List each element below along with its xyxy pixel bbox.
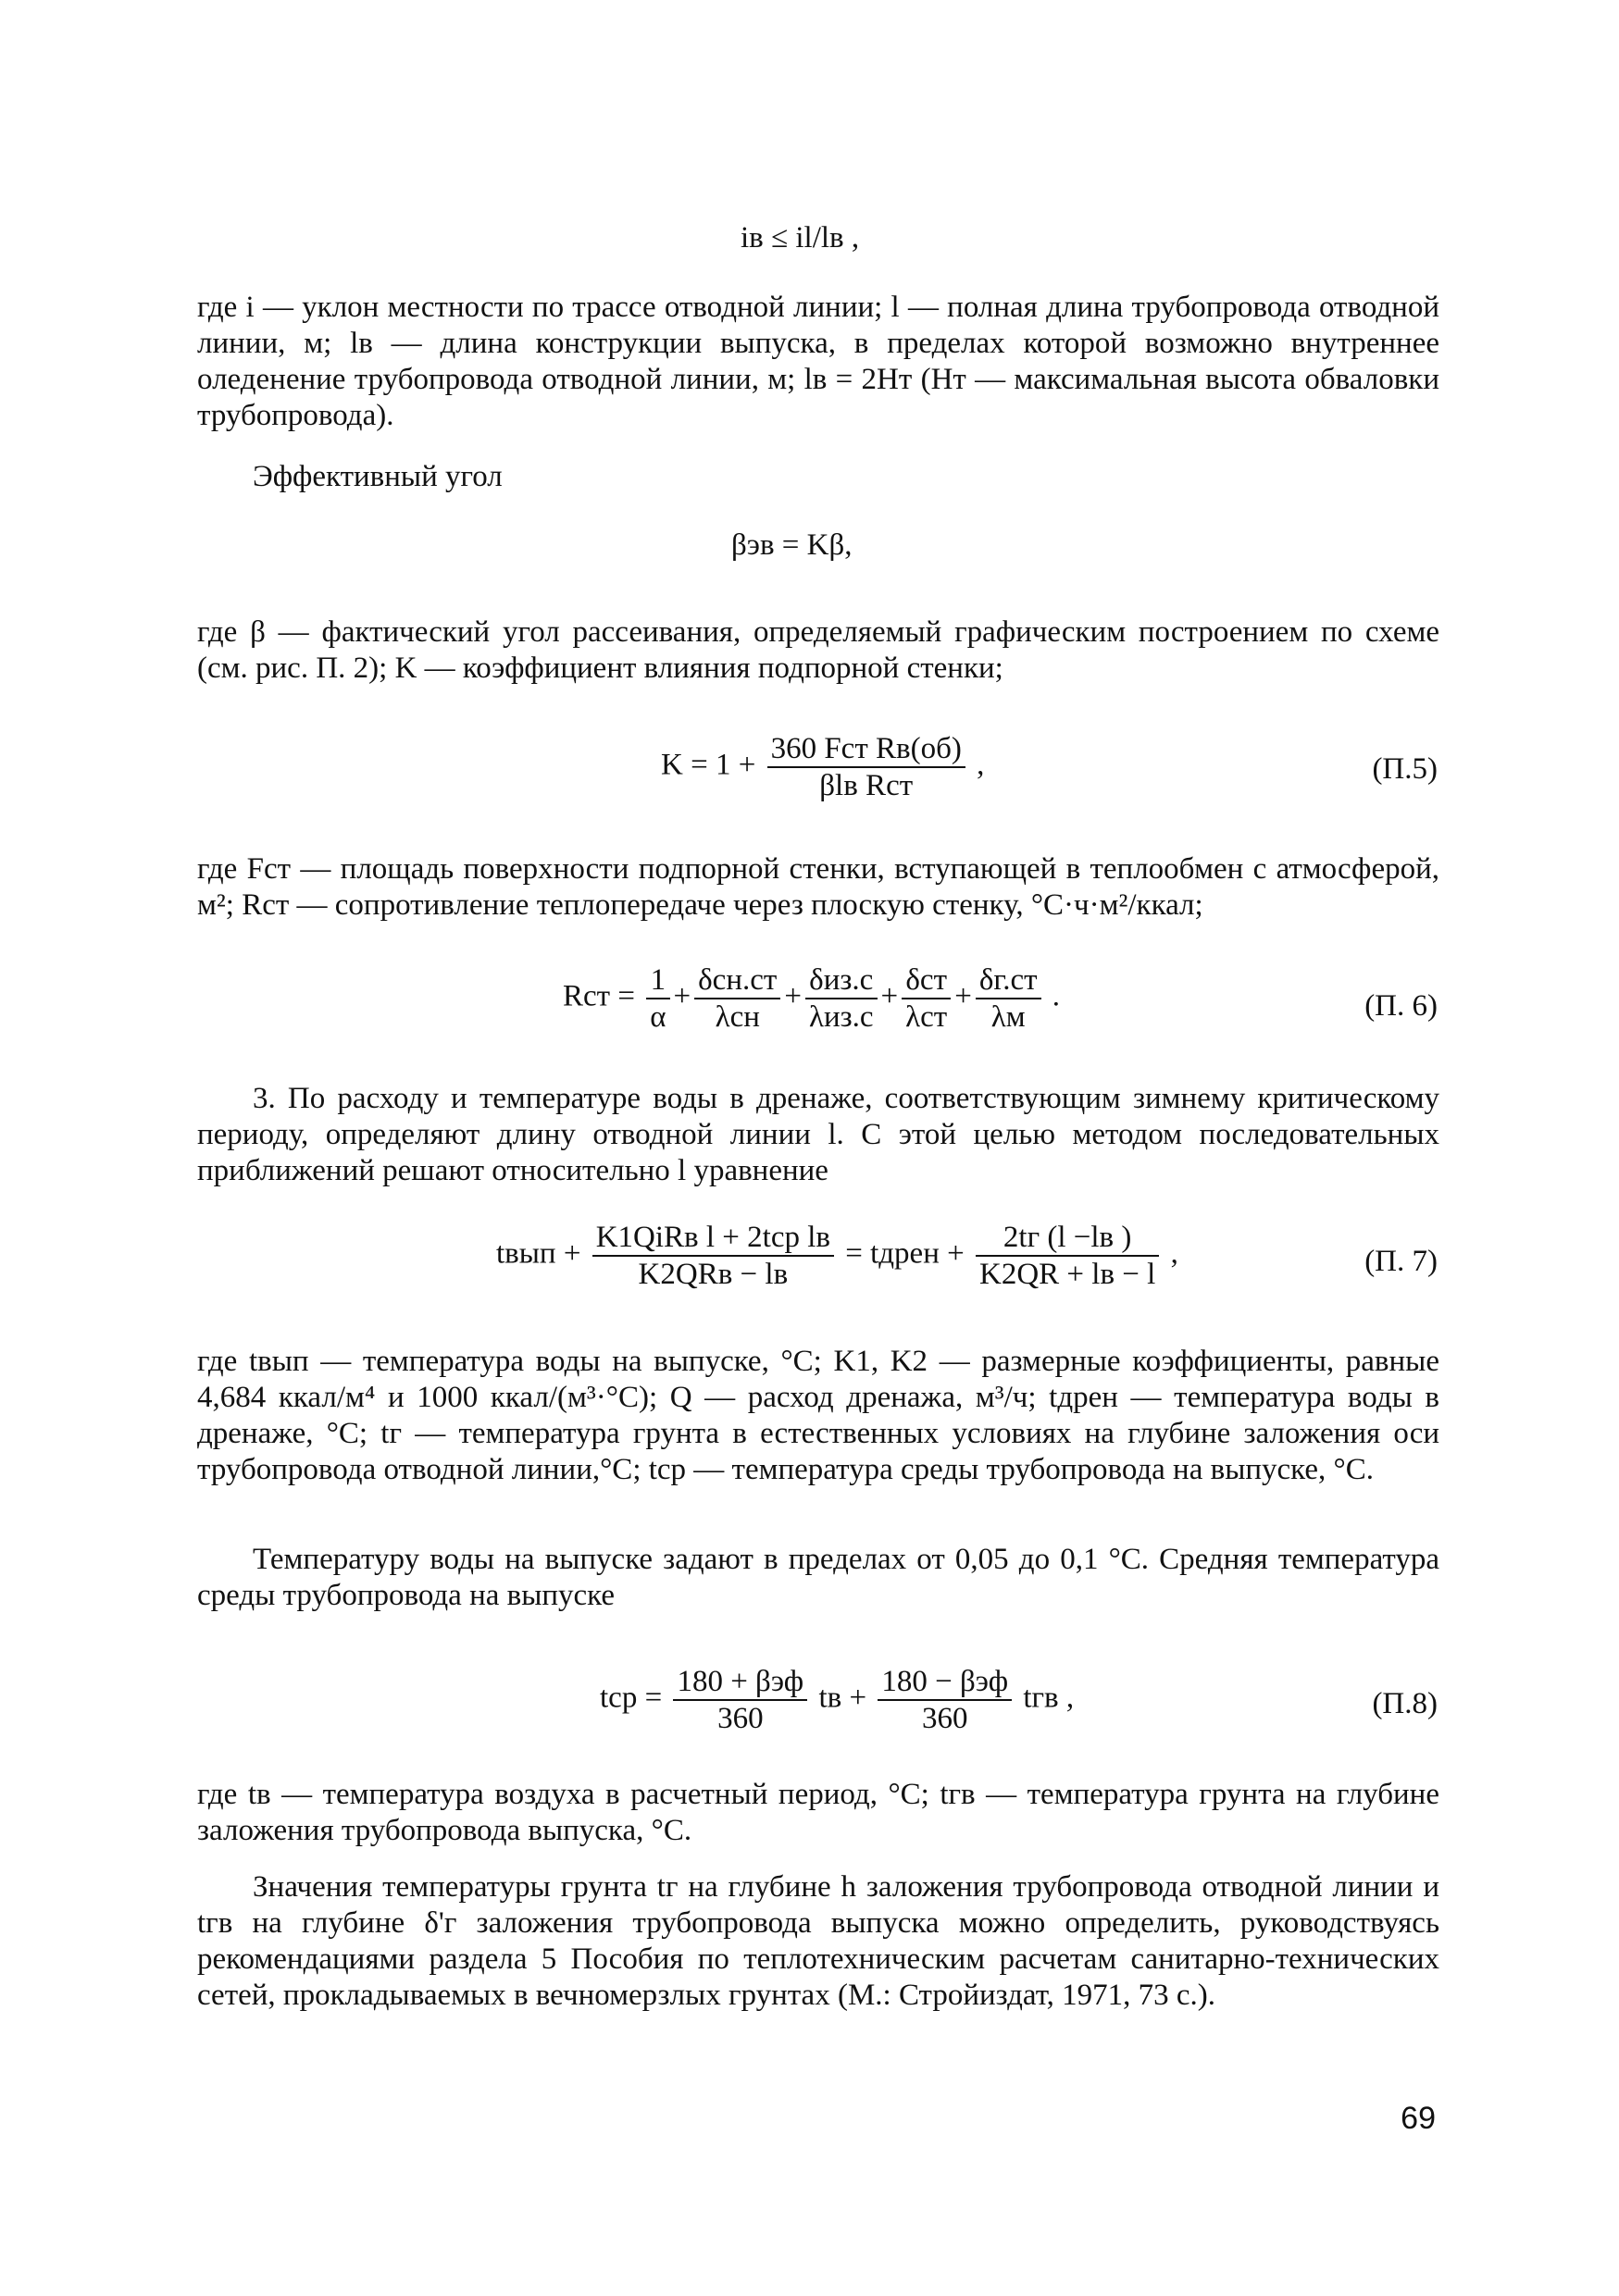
eq5-lhs: K = 1 + [661, 748, 756, 782]
eq7-fraction-1-den: K2QRв − lв [592, 1255, 834, 1292]
eq6-term-2-num: δсн.ст [698, 963, 778, 997]
eq6-tail: . [1052, 979, 1061, 1013]
paragraph-effective-angle: Эффективный угол [253, 460, 503, 493]
equation-label-p6: (П. 6) [1364, 989, 1438, 1023]
paragraph-definitions-2: где β — фактический угол рассеивания, определяемый графическим построением по схеме (см. рис. П. 2); K — коэффициент влияния подпорной стенки; [197, 615, 1439, 685]
paragraph-definitions-5: где tв — температура воздуха в расчетный период, °С; tгв — температура грунта на глубине заложения трубопровода выпуска, °С. [197, 1778, 1439, 1847]
eq6-term-5-num: δг.ст [978, 963, 1038, 997]
paragraph-definitions-1: где i — уклон местности по трассе отводной линии; l — полная длина трубопровода отводной линии, м; lв — длина конструкции выпуска, в пределах которой возможно внутреннее оледенение трубопровода отводной линии, м; lв = 2Hт (Hт — максимальная высота обваловки трубопровода). [197, 291, 1439, 432]
eq6-term-5-den: λм [976, 998, 1041, 1035]
eq8-fraction-1 [673, 1664, 807, 1736]
eq6-term-1-den: α [646, 998, 669, 1035]
paragraph-ground-temperature: Значения температуры грунта tг на глубине h заложения трубопровода отводной линии и tгв на глубине δ'г заложения трубопровода выпуска можно определить, руководствуясь рекомендациями раздела 5 Пособия по теплотехническим расчетам санитарно-технических сетей, прокладываемых в вечномерзлых грунтах (М.: Стройиздат, 1971, 73 с.). [197, 1870, 1439, 2012]
equation-label-p8: (П.8) [1372, 1687, 1438, 1720]
equation-p7 [496, 1220, 1178, 1292]
eq6-term-2-den: λсн [694, 998, 780, 1035]
eq6-term-5 [976, 962, 1041, 1035]
eq8-fraction-2 [878, 1664, 1012, 1736]
eq6-term-4 [902, 962, 951, 1035]
eq8-fraction-1-den: 360 [673, 1699, 807, 1736]
eq8-tail: tгв , [1023, 1681, 1075, 1715]
eq7-fraction-1-num: K1QiRв l + 2tср lв [595, 1221, 830, 1254]
eq8-fraction-2-num: 180 − βэф [881, 1665, 1009, 1698]
eq8-fraction-2-den: 360 [878, 1699, 1012, 1736]
page-number: 69 [1401, 2101, 1436, 2136]
eq5-fraction [767, 731, 965, 803]
equation-p6: Rст = $\frac{1}{\alpha}$ + $\frac{\text{δсн.ст}}{\text{λсн}}$ + $\frac{\text{δиз.с}}{\text{λиз.с}}$ + $\frac{\text{δст}}{\text{λст}}$ + $\frac{\delta г.ст}{\lambda м}$ . [563, 963, 1061, 1034]
eq8-lhs: tср = [600, 1681, 663, 1715]
eq7-fraction-2 [976, 1220, 1159, 1292]
eq7-mid: = tдрен + [845, 1236, 965, 1271]
paragraph-outlet-temperature: Температуру воды на выпуске задают в пределах от 0,05 до 0,1 °С. Средняя температура среды трубопровода на выпуске [197, 1543, 1439, 1612]
equation-outlet-length: iв ≤ il/lв , [741, 221, 860, 254]
paragraph-definitions-4: где tвып — температура воды на выпуске, °С; K1, K2 — размерные коэффициенты, равные 4,684 ккал/м⁴ и 1000 ккал/(м³·°С); Q — расход дренажа, м³/ч; tдрен — температура воды в дренаже, °С; tг — температура грунта в естественных условиях на глубине заложения оси трубопровода отводной линии,°С; tср — температура среды трубопровода на выпуске, °С. [197, 1345, 1439, 1486]
eq6-term-3 [805, 962, 878, 1035]
eq7-lhs: tвып + [496, 1236, 581, 1271]
eq7-fraction-2-den: K2QR + lв − l [976, 1255, 1159, 1292]
eq8-mid: tв + [818, 1681, 867, 1715]
eq6-term-3-num: δиз.с [809, 963, 874, 997]
eq6-term-2 [694, 962, 780, 1035]
equation-label-p7: (П. 7) [1364, 1245, 1438, 1278]
equation-p8 [600, 1664, 1074, 1736]
equation-effective-angle: βэв = Kβ, [731, 528, 853, 562]
eq7-fraction-1 [592, 1220, 834, 1292]
eq6-term-1 [646, 962, 669, 1035]
paragraph-step-3: 3. По расходу и температуре воды в дренаже, соответствующим зимнему критическому периоду, определяют длину отводной линии l. С этой целью методом последовательных приближений решают относительно l уравнение [197, 1082, 1439, 1187]
eq6-term-3-den: λиз.с [805, 998, 878, 1035]
eq7-tail: , [1170, 1236, 1178, 1271]
paragraph-definitions-3: где Fст — площадь поверхности подпорной стенки, вступающей в теплообмен с атмосферой, м²; Rст — сопротивление теплопередаче через плоскую стенку, °С·ч·м²/ккал; [197, 852, 1439, 922]
eq5-tail: , [977, 748, 985, 782]
equation-label-p5: (П.5) [1372, 752, 1438, 786]
eq6-term-4-num: δст [905, 963, 947, 997]
eq5-denominator: βlв Rст [767, 766, 965, 803]
eq7-fraction-2-num: 2tг (l −lв ) [1003, 1221, 1132, 1254]
equation-p5 [661, 731, 984, 803]
eq6-lhs: Rст = [563, 979, 635, 1013]
eq8-fraction-1-num: 180 + βэф [677, 1665, 804, 1698]
eq6-term-1-num: 1 [650, 963, 666, 997]
eq5-numerator: 360 Fст Rв(об) [770, 732, 962, 765]
eq6-term-4-den: λст [902, 998, 951, 1035]
